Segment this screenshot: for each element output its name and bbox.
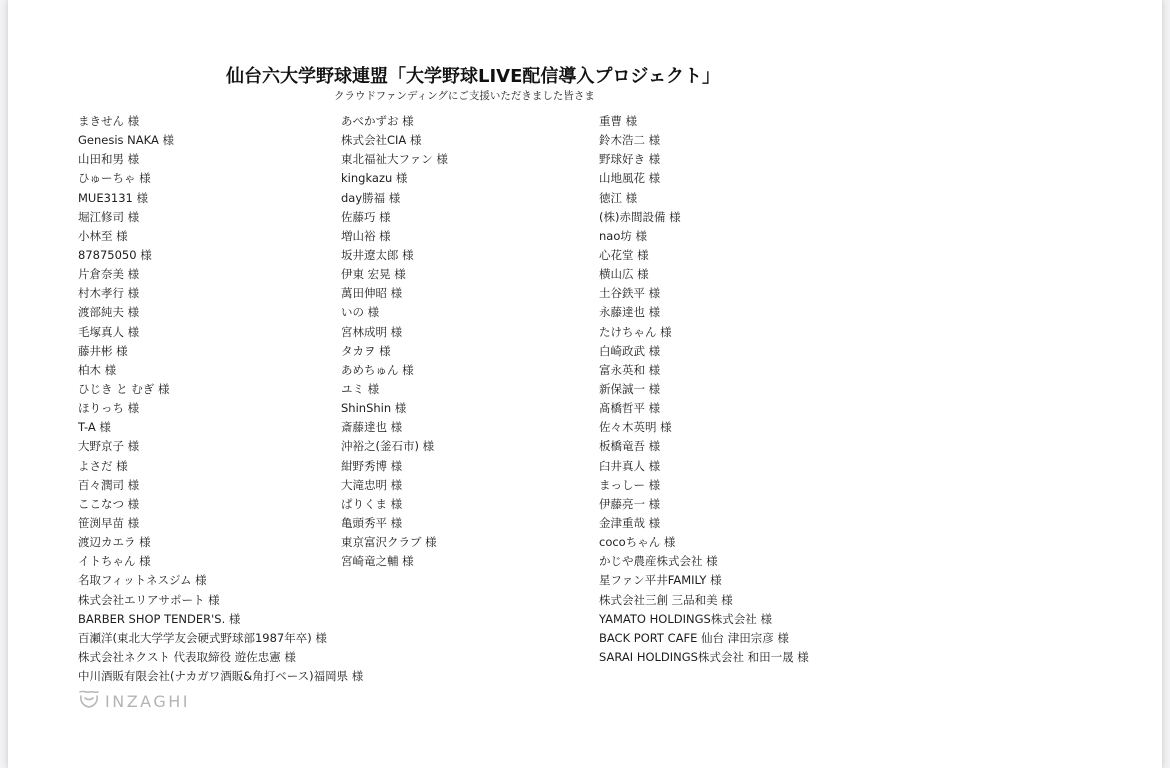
- supporter-name: 紺野秀博 様: [341, 458, 403, 473]
- supporter-name: (株)赤間設備 様: [599, 209, 681, 224]
- supporter-name: 横山広 様: [599, 267, 649, 282]
- supporter-name: 髙橋哲平 様: [599, 401, 661, 416]
- supporter-name: 山田和男 様: [78, 152, 140, 167]
- supporter-name: ShinShin 様: [341, 401, 407, 416]
- supporter-name: 臼井真人 様: [599, 458, 661, 473]
- supporter-name: T-A 様: [78, 420, 111, 435]
- supporter-name: 渡辺カエラ 様: [78, 535, 151, 550]
- supporter-name: 伊東 宏晃 様: [341, 267, 406, 282]
- supporter-name: 富永英和 様: [599, 362, 661, 377]
- supporter-name: 東京富沢クラブ 様: [341, 535, 437, 550]
- supporter-name: まっしー 様: [599, 477, 661, 492]
- supporter-name: 坂井遼太郎 様: [341, 247, 414, 262]
- supporter-name: 大滝忠明 様: [341, 477, 403, 492]
- supporter-name: 柏木 様: [78, 362, 117, 377]
- supporter-name: 沖裕之(釜石市) 様: [341, 439, 435, 454]
- supporter-name: 野球好き 様: [599, 152, 661, 167]
- supporter-name: 名取フィットネスジム 様: [78, 573, 207, 588]
- supporter-name: 増山裕 様: [341, 228, 391, 243]
- supporter-name: 百瀬洋(東北大学学友会硬式野球部1987年卒) 様: [78, 630, 327, 645]
- supporter-name: SARAI HOLDINGS株式会社 和田一晟 様: [599, 649, 809, 664]
- supporter-name: ほりっち 様: [78, 401, 140, 416]
- supporter-name: 土谷鉄平 様: [599, 286, 661, 301]
- supporter-name: 株式会社CIA 様: [341, 133, 422, 148]
- supporter-name: あべかずお 様: [341, 114, 414, 128]
- supporter-name: 笹渕早苗 様: [78, 515, 140, 530]
- supporter-name: 重曹 様: [599, 114, 638, 128]
- supporter-name: かじや農産株式会社 様: [599, 554, 718, 569]
- supporter-name: BACK PORT CAFE 仙台 津田宗彦 様: [599, 630, 789, 645]
- supporter-name: cocoちゃん 様: [599, 535, 676, 550]
- supporter-name: よさだ 様: [78, 458, 128, 473]
- supporter-name: day勝福 様: [341, 190, 401, 205]
- supporter-name: ユミ 様: [341, 381, 380, 396]
- supporter-name: kingkazu 様: [341, 171, 408, 186]
- supporter-name: 斎藤達也 様: [341, 420, 403, 435]
- supporter-name: 新保誠一 様: [599, 381, 661, 396]
- supporter-name: 87875050 様: [78, 247, 152, 262]
- supporter-name: いの 様: [341, 305, 380, 320]
- supporter-name: 東北福祉大ファン 様: [341, 152, 448, 167]
- supporter-name: 毛塚真人 様: [78, 324, 140, 339]
- watermark: [77, 688, 190, 714]
- supporter-name: 百々潤司 様: [78, 477, 140, 492]
- supporter-name: 佐々木英明 様: [599, 420, 672, 435]
- supporter-name: Genesis NAKA 様: [78, 133, 175, 148]
- supporter-name: 山地風花 様: [599, 171, 661, 186]
- supporter-column-3: [599, 112, 809, 667]
- supporter-name: 星ファン平井FAMILY 様: [599, 573, 722, 588]
- supporter-name: 小林至 様: [78, 228, 128, 243]
- supporter-name: ここなつ 様: [78, 496, 140, 511]
- supporter-name: 永藤達也 様: [599, 305, 661, 320]
- supporter-name: 徳江 様: [599, 190, 638, 205]
- supporter-name: 心花堂 様: [599, 247, 649, 262]
- supporter-name: ひゅーちゃ 様: [78, 171, 151, 186]
- supporter-column-1: [78, 112, 363, 686]
- supporter-name: 株式会社エリアサポート 様: [78, 592, 220, 607]
- supporter-name: 株式会社三創 三品和美 様: [599, 592, 733, 607]
- supporter-name: 金津重哉 様: [599, 515, 661, 530]
- supporter-name: 白崎政武 様: [599, 343, 661, 358]
- supporter-name: あめちゅん 様: [341, 362, 414, 377]
- supporter-column-2: [341, 112, 448, 571]
- supporter-name: たけちゃん 様: [599, 324, 672, 339]
- document-subtitle: クラウドファンディングにご支援いただきました皆さま: [334, 90, 595, 102]
- supporter-name: MUE3131 様: [78, 190, 149, 205]
- supporter-name: ぱりくま 様: [341, 496, 403, 511]
- supporter-name: 鈴木浩二 様: [599, 133, 661, 148]
- inzaghi-logo-icon: [77, 688, 105, 714]
- document-page: [8, 0, 1162, 768]
- supporter-name: 藤井彬 様: [78, 343, 128, 358]
- supporter-name: YAMATO HOLDINGS株式会社 様: [599, 611, 772, 626]
- supporter-name: 伊藤亮一 様: [599, 496, 661, 511]
- supporter-name: イトちゃん 様: [78, 554, 151, 569]
- supporter-name: 株式会社ネクスト 代表取締役 遊佐忠憲 様: [78, 649, 296, 664]
- supporter-name: 中川酒販有限会社(ナカガワ酒販&角打ベース)福岡県 様: [78, 669, 364, 684]
- supporter-name: 板橋竜吾 様: [599, 439, 661, 454]
- supporter-name: 亀頭秀平 様: [341, 515, 403, 530]
- supporter-name: タカヲ 様: [341, 343, 391, 358]
- watermark-text: INZAGHI: [105, 691, 190, 711]
- supporter-name: 片倉奈美 様: [78, 267, 140, 282]
- supporter-name: 大野京子 様: [78, 439, 140, 454]
- supporter-name: ひじき と むぎ 様: [78, 381, 170, 396]
- supporter-name: 堀江修司 様: [78, 209, 140, 224]
- document-title: 仙台六大学野球連盟「大学野球LIVE配信導入プロジェクト」: [226, 66, 721, 87]
- supporter-name: 萬田伸昭 様: [341, 286, 403, 301]
- supporter-name: 宮林成明 様: [341, 324, 403, 339]
- supporter-name: BARBER SHOP TENDER'S. 様: [78, 611, 241, 626]
- supporter-name: 渡部純夫 様: [78, 305, 140, 320]
- supporter-name: 村木孝行 様: [78, 286, 140, 301]
- supporter-name: 佐藤巧 様: [341, 209, 391, 224]
- supporter-name: まきせん 様: [78, 114, 140, 128]
- supporter-name: nao坊 様: [599, 228, 648, 243]
- supporter-name: 宮崎竜之輔 様: [341, 554, 414, 569]
